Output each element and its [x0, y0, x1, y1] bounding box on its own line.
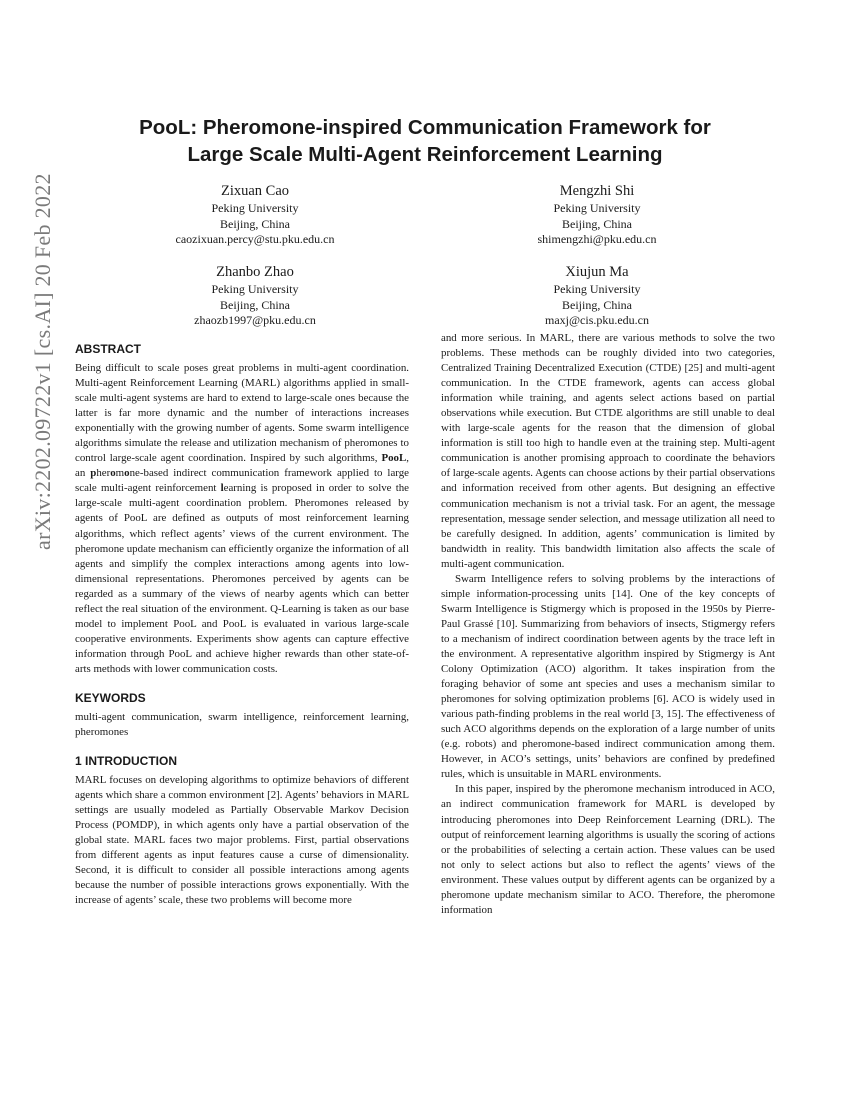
- author-location: Beijing, China: [562, 216, 632, 231]
- paper-title: [60, 114, 790, 168]
- left-column: [75, 341, 409, 909]
- arxiv-identifier: arXiv:2202.09722v1 [cs.AI] 20 Feb 2022: [30, 173, 55, 550]
- author-name: Mengzhi Shi: [559, 183, 635, 199]
- author-email: zhaozb1997@pku.edu.cn: [194, 313, 316, 327]
- intro-paragraph-1-continued: and more serious. In MARL, there are various methods to solve the two problems. These methods can be roughly divided into two categories, Centralized Training Decentralized Execution (CTDE) [25] and multi-agent communication. In the CTDE framework, agents can access global information while training, and agents select actions based on partial observations while execution. But CTDE algorithms are still unable to deal with large-scale agents for the reason that the dimension of global information is still too high to handle even at the training step. Multi-agent communication is another promising approach to coordinate the behaviors of large-scale agents. Agents can choose actions by their partial observations and information received from other agents. But designing an effective communication mechanism is not a trivial task. For an agent, the message representation, message sender selection, and message utilization all need to be carefully designed. In addition, agents’ communication is limited by bandwidth in reality. This bandwidth limitation also affects the scale of multi-agent communication.: [441, 332, 775, 570]
- author-email: caozixuan.percy@stu.pku.edu.cn: [175, 232, 335, 246]
- author-email: maxj@cis.pku.edu.cn: [544, 313, 650, 327]
- author-block: [467, 262, 727, 329]
- author-location: Beijing, China: [220, 216, 290, 231]
- intro-paragraph-2: Swarm Intelligence refers to solving problems by the interactions of simple information-processing units [14]. One of the key concepts of Swarm Intelligence is Stigmergy which is proposed in the 1950s by Pierre-Paul Grassé [10]. Summarizing from behaviors of insects, Stigmergy refers to a mechanism of indirect coordination between agents by the trace left in the environment. A representative algorithm inspired by Stigmergy is Ant Colony Optimization (ACO) algorithm. It takes inspiration from the foraging behavior of some ant species and uses a mechanism similar to pheromones for solving optimization problems [6]. ACO is widely used in various path-finding problems in the real world [3, 15]. The effectiveness of such ACO algorithms depends on the exploration of a large number of units (e.g. robots) and pheromone-based indirect communication among them. However, in ACO’s settings, units’ behaviors are confined by predefined rules, which is unsuitable in MARL environments.: [441, 572, 775, 781]
- author-affiliation: Peking University: [553, 282, 641, 296]
- abstract-text: Being difficult to scale poses great problems in multi-agent coordination. Multi-agent Reinforcement Learning (MARL) algorithms applied in small-scale multi-agent systems are hard to extend to large-scale ones because the latter is far more dynamic and the number of interactions increases exponentially with the growing number of agents. Some swarm intelligence algorithms simulate the release and utilization mechanism of pheromones to control large-scale agent coordination. Inspired by such algorithms, PooL, an pheromone-based indirect communication framework applied to large scale multi-agent reinforcement learning is proposed in order to solve the large-scale multi-agent coordination problem. Pheromones released by agents of PooL are defined as outputs of most reinforcement learning algorithms, which reflect agents’ views of the current environment. The pheromone update mechanism can efficiently organize the information of all agents and simplify the complex interactions among agents into low-dimensional representations. Pheromones perceived by agents can be regarded as a summary of the views of nearby agents which can better reflect the real situation of the environment. Q-Learning is taken as our base model to implement PooL and PooL is evaluated in various large-scale cooperative environments. Experiments show agents can capture effective information through PooL and achieve higher rewards than other state-of-arts methods with lower communication costs.: [75, 362, 409, 675]
- author-block: [125, 262, 385, 329]
- intro-paragraph-3: In this paper, inspired by the pheromone mechanism introduced in ACO, an indirect communication framework for MARL is developed by introducing pheromones into Deep Reinforcement Learning (DRL). The output of reinforcement learning algorithms is usually the scoring of actions or the probabilities of selecting a certain action. These values can be used not only to select actions but also to reflect the agents’ views of the environment. These values output by different agents can be organized by a pheromone update mechanism similar to ACO. Therefore, the pheromone information: [441, 783, 775, 916]
- introduction-heading: 1 INTRODUCTION: [75, 754, 177, 769]
- author-location: Beijing, China: [220, 297, 290, 312]
- author-affiliation: Peking University: [553, 201, 641, 215]
- author-location: Beijing, China: [562, 297, 632, 312]
- keywords-heading: KEYWORDS: [75, 690, 146, 705]
- author-block: [467, 181, 727, 248]
- author-affiliation: Peking University: [211, 201, 299, 215]
- author-affiliation: Peking University: [211, 282, 299, 296]
- author-name: Xiujun Ma: [565, 264, 629, 280]
- intro-paragraph-1: MARL focuses on developing algorithms to optimize behaviors of different agents which share a common environment [2]. Agents’ behaviors in MARL settings are usually modeled as Partially Observable Markov Decision Process (POMDP), in which agents only have a partial observation of the global state. MARL faces two major problems. First, partial observations from different agents as input features cause a curse of dimensionality. Second, it is difficult to consider all possible interactions among agents because the number of possible interactions grows exponentially. With the increase of agents’ scale, these two problems will become more: [75, 774, 409, 907]
- keywords-text: multi-agent communication, swarm intelligence, reinforcement learning, pheromones: [75, 710, 409, 739]
- title-line-2: Large Scale Multi-Agent Reinforcement Learning: [187, 143, 663, 166]
- abstract-heading: ABSTRACT: [75, 342, 141, 356]
- author-name: Zhanbo Zhao: [216, 264, 294, 280]
- pool-name: PooL: [381, 452, 407, 465]
- author-name: Zixuan Cao: [220, 183, 290, 199]
- title-line-1: PooL: Pheromone-inspired Communication Framework for: [139, 116, 711, 139]
- author-email: shimengzhi@pku.edu.cn: [537, 232, 657, 246]
- right-column: [441, 331, 775, 918]
- author-block: [125, 181, 385, 248]
